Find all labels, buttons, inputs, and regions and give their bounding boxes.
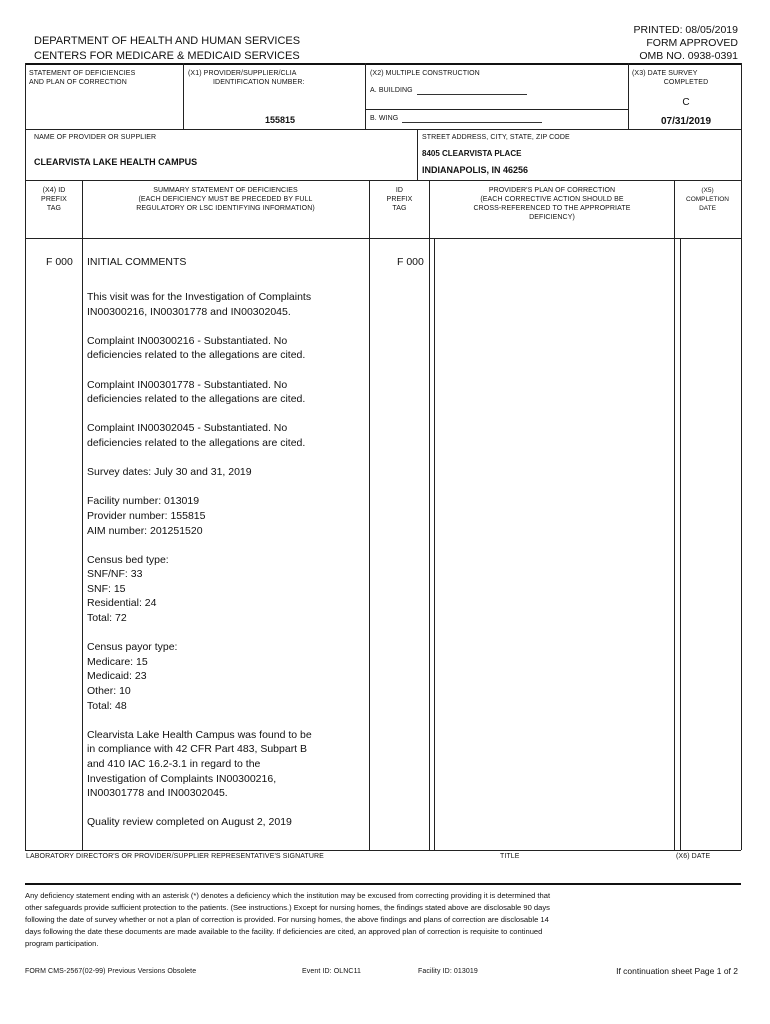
provider-name: CLEARVISTA LAKE HEALTH CAMPUS bbox=[34, 157, 198, 167]
paragraph: Census bed type: SNF/NF: 33 SNF: 15 Residential: 24 Total: 72 bbox=[87, 553, 169, 625]
paragraph: Clearvista Lake Health Campus was found to be in compliance with 42 CFR Part 483, Subpart B and 410 IAC 16.2-3.1 in regard to the Investigation of Complaints IN00300216, IN00301778 and IN00302045. bbox=[87, 728, 312, 800]
summary-label-2: (EACH DEFICIENCY MUST BE PRECEDED BY FULL bbox=[138, 196, 313, 203]
x3-code: C bbox=[682, 97, 690, 108]
paragraph: Complaint IN00301778 - Substantiated. No deficiencies related to the allegations are cited. bbox=[87, 378, 306, 406]
id-label-2: PREFIX bbox=[386, 196, 413, 203]
statement-label-1: STATEMENT OF DEFICIENCIES bbox=[29, 70, 136, 77]
plan-label-3: CROSS-REFERENCED TO THE APPROPRIATE bbox=[473, 205, 631, 212]
statement-label-2: AND PLAN OF CORRECTION bbox=[29, 79, 127, 86]
department-name: DEPARTMENT OF HEALTH AND HUMAN SERVICES bbox=[34, 35, 301, 47]
omb-number: OMB NO. 0938-0391 bbox=[639, 50, 738, 62]
id-label-3: TAG bbox=[392, 205, 407, 212]
wing-label: B. WING bbox=[370, 115, 399, 122]
initial-comments-heading: INITIAL COMMENTS bbox=[87, 256, 187, 268]
plan-label-4: DEFICIENCY) bbox=[529, 214, 575, 221]
tag-left: F 000 bbox=[46, 256, 73, 268]
comments-body bbox=[87, 290, 367, 845]
facility-id: Facility ID: 013019 bbox=[418, 968, 478, 975]
x2-label: (X2) MULTIPLE CONSTRUCTION bbox=[370, 70, 480, 77]
provider-name-label: NAME OF PROVIDER OR SUPPLIER bbox=[34, 134, 157, 141]
paragraph: Census payor type: Medicare: 15 Medicaid: 23 Other: 10 Total: 48 bbox=[87, 641, 178, 712]
x5-label-1: (X5) bbox=[701, 187, 714, 194]
printed-date: PRINTED: 08/05/2019 bbox=[633, 24, 738, 36]
paragraph: Quality review completed on August 2, 2019 bbox=[87, 816, 292, 829]
form-approved: FORM APPROVED bbox=[646, 37, 738, 49]
survey-completed-date: 07/31/2019 bbox=[660, 116, 712, 127]
signature-label: LABORATORY DIRECTOR'S OR PROVIDER/SUPPLIER REPRESENTATIVE'S SIGNATURE bbox=[26, 853, 324, 860]
disclaimer: Any deficiency statement ending with an asterisk (*) denotes a deficiency which the institution may be excused from correcting providing it is determined that other safeguards provide sufficient protection to the patients. (See instructions.) Except for nursing homes, the findings stated above are disclosable 90 days following the date of survey whether or not a plan of correction is provided. For nursing homes, the above findings and plans of correction are disclosable 14 days following the date these documents are made available to the facility. If deficiencies are cited, an approved plan of correction is requisite to continued program participation. bbox=[25, 891, 551, 948]
x4-label-2: PREFIX bbox=[41, 196, 67, 203]
wing-field[interactable] bbox=[402, 114, 542, 123]
plan-label-1: PROVIDER'S PLAN OF CORRECTION bbox=[488, 187, 616, 194]
x3-label-2: COMPLETED bbox=[663, 79, 709, 86]
summary-label-1: SUMMARY STATEMENT OF DEFICIENCIES bbox=[153, 187, 298, 194]
x5-label-3: DATE bbox=[699, 205, 716, 212]
form-number: FORM CMS-2567(02-99) Previous Versions Obsolete bbox=[25, 968, 197, 975]
x3-label-1: (X3) DATE SURVEY bbox=[632, 70, 698, 77]
summary-label-3: REGULATORY OR LSC IDENTIFYING INFORMATION) bbox=[136, 205, 315, 212]
address-label: STREET ADDRESS, CITY, STATE, ZIP CODE bbox=[422, 134, 570, 141]
paragraph: Complaint IN00300216 - Substantiated. No deficiencies related to the allegations are cited. bbox=[87, 334, 306, 362]
paragraph: This visit was for the Investigation of Complaints IN00300216, IN00301778 and IN00302045. bbox=[87, 291, 312, 318]
x4-label-3: TAG bbox=[46, 205, 62, 212]
page-indicator: If continuation sheet Page 1 of 2 bbox=[616, 966, 738, 976]
x4-label-1: (X4) ID bbox=[42, 187, 66, 194]
event-id: Event ID: OLNC11 bbox=[302, 968, 362, 975]
x1-label-2: IDENTIFICATION NUMBER: bbox=[213, 79, 305, 86]
x1-label-1: (X1) PROVIDER/SUPPLIER/CLIA bbox=[188, 70, 297, 77]
paragraph: Facility number: 013019 Provider number: 155815 AIM number: 201251520 bbox=[87, 495, 206, 537]
centers-name: CENTERS FOR MEDICARE & MEDICAID SERVICES bbox=[34, 50, 300, 62]
building-field[interactable] bbox=[417, 86, 527, 95]
x5-label-2: COMPLETION bbox=[686, 196, 729, 203]
address-line-2: INDIANAPOLIS, IN 46256 bbox=[422, 165, 529, 175]
plan-label-2: (EACH CORRECTIVE ACTION SHOULD BE bbox=[480, 196, 624, 203]
building-label: A. BUILDING bbox=[370, 87, 413, 94]
id-label-1: ID bbox=[395, 187, 404, 194]
address-line-1: 8405 CLEARVISTA PLACE bbox=[422, 149, 522, 158]
tag-right: F 000 bbox=[397, 256, 424, 268]
date-label: (X6) DATE bbox=[676, 853, 711, 860]
paragraph: Complaint IN00302045 - Substantiated. No deficiencies related to the allegations are cited. bbox=[87, 422, 306, 449]
title-label: TITLE bbox=[500, 853, 520, 860]
provider-id-number: 155815 bbox=[264, 115, 296, 125]
paragraph: Survey dates: July 30 and 31, 2019 bbox=[87, 466, 252, 479]
